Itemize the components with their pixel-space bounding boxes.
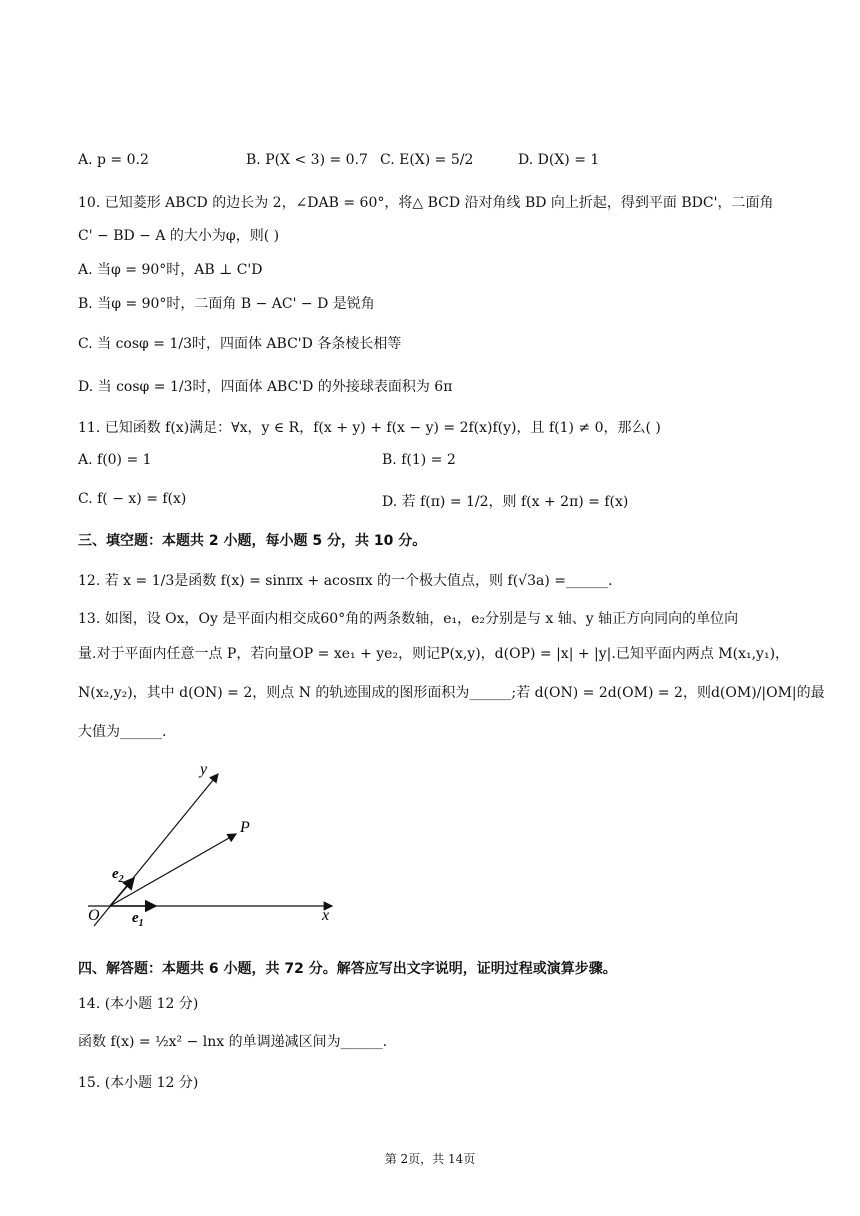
label-o: O xyxy=(88,907,100,924)
q11-option-b: B. f(1) = 2 xyxy=(382,452,456,468)
label-y: y xyxy=(200,761,208,778)
q9-option-a: A. p = 0.2 xyxy=(78,152,149,168)
op-vector xyxy=(110,834,236,906)
oblique-axes-figure xyxy=(78,752,348,932)
q15-title: 15. (本小题 12 分) xyxy=(78,1075,199,1091)
q11-stem: 11. 已知函数 f(x)满足：∀x，y ∈ R，f(x + y) + f(x − y) = 2f(x)f(y)，且 f(1) ≠ 0，那么( ) xyxy=(78,420,661,436)
q11-option-d: D. 若 f(π) = 1/2，则 f(x + 2π) = f(x) xyxy=(382,494,629,510)
section-4-heading: 四、解答题：本题共 6 小题，共 72 分。解答应写出文字说明，证明过程或演算步骤。 xyxy=(78,961,617,977)
q14-body: 函数 f(x) = ½x² − lnx 的单调递减区间为______. xyxy=(78,1034,388,1050)
label-p: P xyxy=(240,819,250,836)
q10-option-b: B. 当φ = 90°时，二面角 B − AC' − D 是锐角 xyxy=(78,296,375,312)
page-footer: 第 2页，共 14页 xyxy=(384,1152,476,1166)
q9-option-c: C. E(X) = 5/2 xyxy=(380,152,474,168)
q10-stem-line1: 10. 已知菱形 ABCD 的边长为 2，∠DAB = 60°，将△ BCD 沿对角线 BD 向上折起，得到平面 BDC'，二面角 xyxy=(78,195,774,211)
q13-line1: 13. 如图，设 Ox，Oy 是平面内相交成60°角的两条数轴，e₁，e₂分别是与 x 轴、y 轴正方向同向的单位向 xyxy=(78,611,739,627)
section-3-heading: 三、填空题：本题共 2 小题，每小题 5 分，共 10 分。 xyxy=(78,533,427,549)
q12-text: 12. 若 x = 1/3是函数 f(x) = sinπx + acosπx 的一个极大值点，则 f(√3a) =______. xyxy=(78,573,613,589)
q10-option-d: D. 当 cosφ = 1/3时，四面体 ABC'D 的外接球表面积为 6π xyxy=(78,379,453,395)
q9-option-d: D. D(X) = 1 xyxy=(518,152,600,168)
q13-line4: 大值为______. xyxy=(78,724,167,740)
q13-line3: N(x₂,y₂)，其中 d(ON) = 2，则点 N 的轨迹围成的图形面积为______;若 d(ON) = 2d(OM) = 2，则d(OM)/|OM|的最 xyxy=(78,685,825,701)
label-x: x xyxy=(322,907,330,924)
label-e1: $e_1$ xyxy=(132,910,144,929)
q14-title: 14. (本小题 12 分) xyxy=(78,996,199,1012)
q11-option-c: C. f( − x) = f(x) xyxy=(78,491,187,507)
q10-stem-line2: C' − BD − A 的大小为φ，则( ) xyxy=(78,228,280,244)
q13-line2: 量.对于平面内任意一点 P，若向量OP = xe₁ + ye₂，则记P(x,y)，d(OP) = |x| + |y|.已知平面内两点 M(x₁,y₁)， xyxy=(78,646,790,662)
q10-option-a: A. 当φ = 90°时，AB ⊥ C'D xyxy=(78,262,263,278)
q11-option-a: A. f(0) = 1 xyxy=(78,452,152,468)
q10-option-c: C. 当 cosφ = 1/3时，四面体 ABC'D 各条棱长相等 xyxy=(78,336,402,352)
q9-option-b: B. P(X < 3) = 0.7 xyxy=(246,152,368,168)
label-e2: $e_2$ xyxy=(112,866,124,885)
